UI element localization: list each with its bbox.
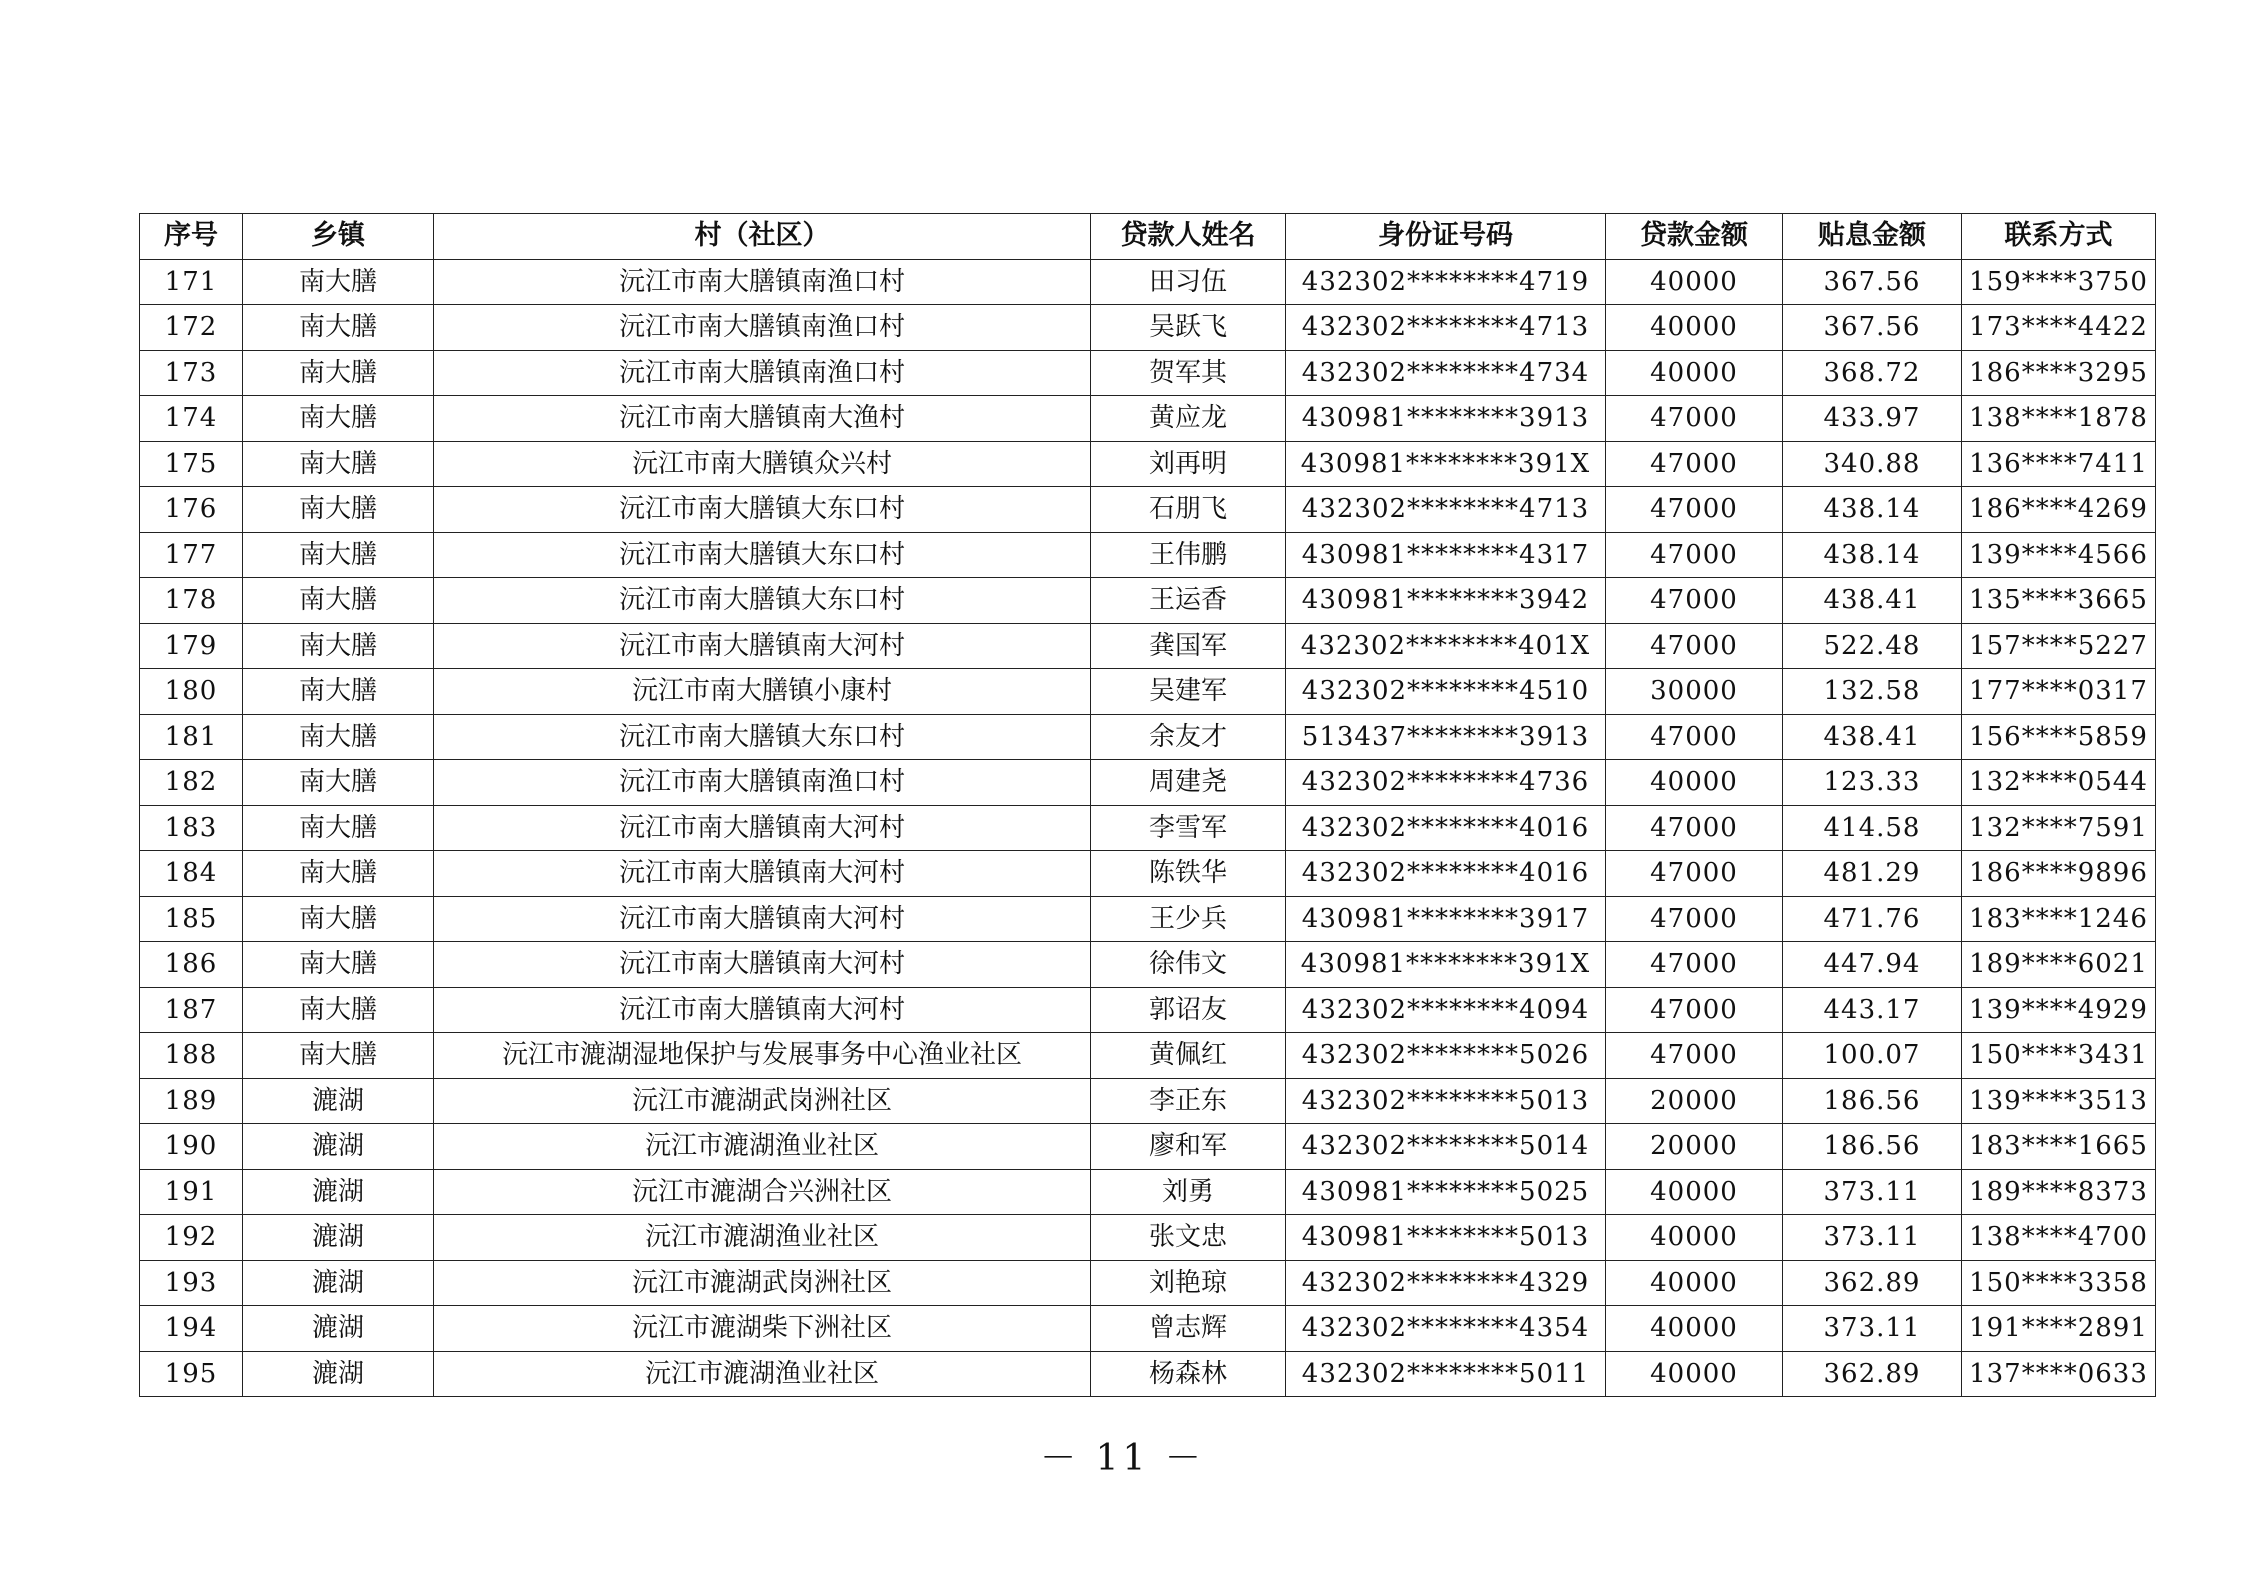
subsidy-amount-cell: 438.14 bbox=[1783, 532, 1962, 578]
subsidy-amount-cell: 414.58 bbox=[1783, 805, 1962, 851]
table-header-row bbox=[140, 214, 2156, 260]
contact-cell: 186****4269 bbox=[1962, 487, 2156, 533]
id-number-cell: 430981********3917 bbox=[1286, 896, 1606, 942]
village-cell: 沅江市漉湖渔业社区 bbox=[434, 1351, 1091, 1397]
township-cell: 南大膳 bbox=[243, 669, 434, 715]
contact-cell: 156****5859 bbox=[1962, 714, 2156, 760]
contact-cell: 139****4929 bbox=[1962, 987, 2156, 1033]
borrower-name-cell: 吴建军 bbox=[1091, 669, 1286, 715]
id-number-cell: 432302********5013 bbox=[1286, 1078, 1606, 1124]
township-cell: 南大膳 bbox=[243, 441, 434, 487]
village-cell: 沅江市漉湖渔业社区 bbox=[434, 1124, 1091, 1170]
township-cell: 南大膳 bbox=[243, 532, 434, 578]
loan-amount-cell: 47000 bbox=[1606, 1033, 1783, 1079]
village-cell: 沅江市南大膳镇大东口村 bbox=[434, 578, 1091, 624]
serial-number-cell: 175 bbox=[140, 441, 243, 487]
id-number-cell: 513437********3913 bbox=[1286, 714, 1606, 760]
contact-cell: 159****3750 bbox=[1962, 259, 2156, 305]
loan-amount-cell: 47000 bbox=[1606, 532, 1783, 578]
contact-cell: 137****0633 bbox=[1962, 1351, 2156, 1397]
subsidy-amount-cell: 373.11 bbox=[1783, 1306, 1962, 1352]
table-row bbox=[140, 805, 2156, 851]
header-id-number: 身份证号码 bbox=[1286, 214, 1606, 260]
subsidy-amount-cell: 471.76 bbox=[1783, 896, 1962, 942]
village-cell: 沅江市南大膳镇南大河村 bbox=[434, 987, 1091, 1033]
table-row bbox=[140, 1033, 2156, 1079]
village-cell: 沅江市南大膳镇南大河村 bbox=[434, 623, 1091, 669]
village-cell: 沅江市南大膳镇南大河村 bbox=[434, 942, 1091, 988]
id-number-cell: 432302********4094 bbox=[1286, 987, 1606, 1033]
subsidy-amount-cell: 373.11 bbox=[1783, 1215, 1962, 1261]
serial-number-cell: 183 bbox=[140, 805, 243, 851]
loan-amount-cell: 30000 bbox=[1606, 669, 1783, 715]
loan-amount-cell: 40000 bbox=[1606, 259, 1783, 305]
subsidy-amount-cell: 367.56 bbox=[1783, 259, 1962, 305]
borrower-name-cell: 王运香 bbox=[1091, 578, 1286, 624]
id-number-cell: 430981********5025 bbox=[1286, 1169, 1606, 1215]
contact-cell: 138****4700 bbox=[1962, 1215, 2156, 1261]
village-cell: 沅江市漉湖合兴洲社区 bbox=[434, 1169, 1091, 1215]
serial-number-cell: 195 bbox=[140, 1351, 243, 1397]
village-cell: 沅江市漉湖渔业社区 bbox=[434, 1215, 1091, 1261]
contact-cell: 183****1246 bbox=[1962, 896, 2156, 942]
borrower-name-cell: 余友才 bbox=[1091, 714, 1286, 760]
township-cell: 南大膳 bbox=[243, 623, 434, 669]
borrower-name-cell: 郭诏友 bbox=[1091, 987, 1286, 1033]
borrower-name-cell: 刘艳琼 bbox=[1091, 1260, 1286, 1306]
contact-cell: 189****6021 bbox=[1962, 942, 2156, 988]
township-cell: 漉湖 bbox=[243, 1169, 434, 1215]
township-cell: 漉湖 bbox=[243, 1306, 434, 1352]
loan-amount-cell: 40000 bbox=[1606, 1169, 1783, 1215]
contact-cell: 183****1665 bbox=[1962, 1124, 2156, 1170]
id-number-cell: 430981********5013 bbox=[1286, 1215, 1606, 1261]
table-row bbox=[140, 1078, 2156, 1124]
loan-amount-cell: 47000 bbox=[1606, 396, 1783, 442]
table-row bbox=[140, 1351, 2156, 1397]
id-number-cell: 430981********4317 bbox=[1286, 532, 1606, 578]
loan-amount-cell: 47000 bbox=[1606, 851, 1783, 897]
village-cell: 沅江市南大膳镇众兴村 bbox=[434, 441, 1091, 487]
serial-number-cell: 172 bbox=[140, 305, 243, 351]
borrower-name-cell: 王少兵 bbox=[1091, 896, 1286, 942]
table-row bbox=[140, 396, 2156, 442]
subsidy-amount-cell: 186.56 bbox=[1783, 1078, 1962, 1124]
table-row bbox=[140, 760, 2156, 806]
township-cell: 漉湖 bbox=[243, 1078, 434, 1124]
subsidy-amount-cell: 100.07 bbox=[1783, 1033, 1962, 1079]
subsidy-amount-cell: 132.58 bbox=[1783, 669, 1962, 715]
header-township: 乡镇 bbox=[243, 214, 434, 260]
subsidy-amount-cell: 368.72 bbox=[1783, 350, 1962, 396]
loan-amount-cell: 20000 bbox=[1606, 1124, 1783, 1170]
subsidy-amount-cell: 438.14 bbox=[1783, 487, 1962, 533]
subsidy-amount-cell: 362.89 bbox=[1783, 1260, 1962, 1306]
serial-number-cell: 173 bbox=[140, 350, 243, 396]
subsidy-amount-cell: 123.33 bbox=[1783, 760, 1962, 806]
serial-number-cell: 182 bbox=[140, 760, 243, 806]
subsidy-amount-cell: 367.56 bbox=[1783, 305, 1962, 351]
serial-number-cell: 176 bbox=[140, 487, 243, 533]
contact-cell: 132****0544 bbox=[1962, 760, 2156, 806]
loan-amount-cell: 47000 bbox=[1606, 578, 1783, 624]
id-number-cell: 432302********4736 bbox=[1286, 760, 1606, 806]
borrower-name-cell: 贺军其 bbox=[1091, 350, 1286, 396]
header-contact: 联系方式 bbox=[1962, 214, 2156, 260]
borrower-name-cell: 王伟鹏 bbox=[1091, 532, 1286, 578]
loan-amount-cell: 40000 bbox=[1606, 1351, 1783, 1397]
table-row bbox=[140, 305, 2156, 351]
id-number-cell: 430981********391X bbox=[1286, 441, 1606, 487]
village-cell: 沅江市南大膳镇南渔口村 bbox=[434, 350, 1091, 396]
loan-amount-cell: 40000 bbox=[1606, 305, 1783, 351]
contact-cell: 177****0317 bbox=[1962, 669, 2156, 715]
village-cell: 沅江市南大膳镇南大河村 bbox=[434, 896, 1091, 942]
borrower-name-cell: 陈铁华 bbox=[1091, 851, 1286, 897]
loan-amount-cell: 47000 bbox=[1606, 487, 1783, 533]
contact-cell: 150****3431 bbox=[1962, 1033, 2156, 1079]
contact-cell: 135****3665 bbox=[1962, 578, 2156, 624]
village-cell: 沅江市南大膳镇南大河村 bbox=[434, 851, 1091, 897]
header-village: 村（社区） bbox=[434, 214, 1091, 260]
id-number-cell: 432302********4354 bbox=[1286, 1306, 1606, 1352]
township-cell: 南大膳 bbox=[243, 714, 434, 760]
borrower-name-cell: 吴跃飞 bbox=[1091, 305, 1286, 351]
subsidy-amount-cell: 438.41 bbox=[1783, 714, 1962, 760]
contact-cell: 150****3358 bbox=[1962, 1260, 2156, 1306]
id-number-cell: 432302********4016 bbox=[1286, 805, 1606, 851]
serial-number-cell: 189 bbox=[140, 1078, 243, 1124]
id-number-cell: 432302********5014 bbox=[1286, 1124, 1606, 1170]
loan-amount-cell: 47000 bbox=[1606, 987, 1783, 1033]
id-number-cell: 430981********391X bbox=[1286, 942, 1606, 988]
table-row bbox=[140, 851, 2156, 897]
township-cell: 南大膳 bbox=[243, 350, 434, 396]
serial-number-cell: 193 bbox=[140, 1260, 243, 1306]
loan-amount-cell: 40000 bbox=[1606, 1260, 1783, 1306]
village-cell: 沅江市漉湖武岗洲社区 bbox=[434, 1078, 1091, 1124]
header-loan-amount: 贷款金额 bbox=[1606, 214, 1783, 260]
serial-number-cell: 174 bbox=[140, 396, 243, 442]
village-cell: 沅江市漉湖柴下洲社区 bbox=[434, 1306, 1091, 1352]
header-serial-number: 序号 bbox=[140, 214, 243, 260]
id-number-cell: 432302********4713 bbox=[1286, 487, 1606, 533]
borrower-name-cell: 周建尧 bbox=[1091, 760, 1286, 806]
village-cell: 沅江市南大膳镇南渔口村 bbox=[434, 305, 1091, 351]
township-cell: 南大膳 bbox=[243, 1033, 434, 1079]
serial-number-cell: 191 bbox=[140, 1169, 243, 1215]
township-cell: 南大膳 bbox=[243, 760, 434, 806]
contact-cell: 157****5227 bbox=[1962, 623, 2156, 669]
borrower-name-cell: 黄佩红 bbox=[1091, 1033, 1286, 1079]
loan-amount-cell: 47000 bbox=[1606, 623, 1783, 669]
table-row bbox=[140, 669, 2156, 715]
township-cell: 南大膳 bbox=[243, 305, 434, 351]
table-row bbox=[140, 623, 2156, 669]
serial-number-cell: 180 bbox=[140, 669, 243, 715]
borrower-name-cell: 张文忠 bbox=[1091, 1215, 1286, 1261]
subsidy-amount-cell: 373.11 bbox=[1783, 1169, 1962, 1215]
subsidy-amount-cell: 481.29 bbox=[1783, 851, 1962, 897]
serial-number-cell: 190 bbox=[140, 1124, 243, 1170]
table-row bbox=[140, 441, 2156, 487]
subsidy-amount-cell: 447.94 bbox=[1783, 942, 1962, 988]
township-cell: 南大膳 bbox=[243, 487, 434, 533]
township-cell: 漉湖 bbox=[243, 1215, 434, 1261]
id-number-cell: 432302********4713 bbox=[1286, 305, 1606, 351]
township-cell: 漉湖 bbox=[243, 1260, 434, 1306]
contact-cell: 173****4422 bbox=[1962, 305, 2156, 351]
township-cell: 南大膳 bbox=[243, 805, 434, 851]
township-cell: 南大膳 bbox=[243, 396, 434, 442]
village-cell: 沅江市漉湖武岗洲社区 bbox=[434, 1260, 1091, 1306]
borrower-name-cell: 廖和军 bbox=[1091, 1124, 1286, 1170]
id-number-cell: 432302********4734 bbox=[1286, 350, 1606, 396]
village-cell: 沅江市南大膳镇大东口村 bbox=[434, 487, 1091, 533]
id-number-cell: 432302********4329 bbox=[1286, 1260, 1606, 1306]
village-cell: 沅江市南大膳镇南大河村 bbox=[434, 805, 1091, 851]
table-row bbox=[140, 714, 2156, 760]
subsidy-amount-cell: 186.56 bbox=[1783, 1124, 1962, 1170]
loan-amount-cell: 47000 bbox=[1606, 805, 1783, 851]
subsidy-amount-cell: 362.89 bbox=[1783, 1351, 1962, 1397]
header-borrower-name: 贷款人姓名 bbox=[1091, 214, 1286, 260]
loan-subsidy-table bbox=[139, 213, 2156, 1397]
loan-amount-cell: 47000 bbox=[1606, 441, 1783, 487]
serial-number-cell: 194 bbox=[140, 1306, 243, 1352]
serial-number-cell: 179 bbox=[140, 623, 243, 669]
contact-cell: 189****8373 bbox=[1962, 1169, 2156, 1215]
borrower-name-cell: 曾志辉 bbox=[1091, 1306, 1286, 1352]
table-row bbox=[140, 942, 2156, 988]
table-row bbox=[140, 259, 2156, 305]
serial-number-cell: 184 bbox=[140, 851, 243, 897]
id-number-cell: 432302********4719 bbox=[1286, 259, 1606, 305]
subsidy-amount-cell: 522.48 bbox=[1783, 623, 1962, 669]
contact-cell: 132****7591 bbox=[1962, 805, 2156, 851]
loan-amount-cell: 40000 bbox=[1606, 760, 1783, 806]
borrower-name-cell: 杨森林 bbox=[1091, 1351, 1286, 1397]
table-row bbox=[140, 1169, 2156, 1215]
contact-cell: 139****3513 bbox=[1962, 1078, 2156, 1124]
township-cell: 南大膳 bbox=[243, 896, 434, 942]
header-subsidy-amount: 贴息金额 bbox=[1783, 214, 1962, 260]
loan-amount-cell: 47000 bbox=[1606, 942, 1783, 988]
subsidy-amount-cell: 438.41 bbox=[1783, 578, 1962, 624]
serial-number-cell: 178 bbox=[140, 578, 243, 624]
township-cell: 南大膳 bbox=[243, 851, 434, 897]
township-cell: 南大膳 bbox=[243, 578, 434, 624]
subsidy-amount-cell: 340.88 bbox=[1783, 441, 1962, 487]
borrower-name-cell: 龚国军 bbox=[1091, 623, 1286, 669]
id-number-cell: 432302********401X bbox=[1286, 623, 1606, 669]
contact-cell: 136****7411 bbox=[1962, 441, 2156, 487]
table-row bbox=[140, 1124, 2156, 1170]
village-cell: 沅江市南大膳镇南渔口村 bbox=[434, 760, 1091, 806]
serial-number-cell: 192 bbox=[140, 1215, 243, 1261]
village-cell: 沅江市南大膳镇南渔口村 bbox=[434, 259, 1091, 305]
contact-cell: 138****1878 bbox=[1962, 396, 2156, 442]
borrower-name-cell: 李正东 bbox=[1091, 1078, 1286, 1124]
serial-number-cell: 171 bbox=[140, 259, 243, 305]
id-number-cell: 430981********3942 bbox=[1286, 578, 1606, 624]
village-cell: 沅江市南大膳镇大东口村 bbox=[434, 532, 1091, 578]
table-row bbox=[140, 896, 2156, 942]
id-number-cell: 432302********5011 bbox=[1286, 1351, 1606, 1397]
loan-amount-cell: 40000 bbox=[1606, 1215, 1783, 1261]
serial-number-cell: 181 bbox=[140, 714, 243, 760]
subsidy-amount-cell: 433.97 bbox=[1783, 396, 1962, 442]
serial-number-cell: 187 bbox=[140, 987, 243, 1033]
village-cell: 沅江市南大膳镇大东口村 bbox=[434, 714, 1091, 760]
township-cell: 南大膳 bbox=[243, 987, 434, 1033]
table-row bbox=[140, 487, 2156, 533]
loan-amount-cell: 47000 bbox=[1606, 714, 1783, 760]
borrower-name-cell: 黄应龙 bbox=[1091, 396, 1286, 442]
borrower-name-cell: 石朋飞 bbox=[1091, 487, 1286, 533]
village-cell: 沅江市南大膳镇小康村 bbox=[434, 669, 1091, 715]
contact-cell: 186****9896 bbox=[1962, 851, 2156, 897]
table-row bbox=[140, 1215, 2156, 1261]
table-row bbox=[140, 1260, 2156, 1306]
borrower-name-cell: 田习伍 bbox=[1091, 259, 1286, 305]
township-cell: 南大膳 bbox=[243, 259, 434, 305]
table-row bbox=[140, 532, 2156, 578]
serial-number-cell: 185 bbox=[140, 896, 243, 942]
subsidy-amount-cell: 443.17 bbox=[1783, 987, 1962, 1033]
loan-amount-cell: 20000 bbox=[1606, 1078, 1783, 1124]
table-row bbox=[140, 350, 2156, 396]
loan-amount-cell: 47000 bbox=[1606, 896, 1783, 942]
contact-cell: 191****2891 bbox=[1962, 1306, 2156, 1352]
id-number-cell: 432302********4016 bbox=[1286, 851, 1606, 897]
borrower-name-cell: 刘勇 bbox=[1091, 1169, 1286, 1215]
table-row bbox=[140, 987, 2156, 1033]
loan-amount-cell: 40000 bbox=[1606, 1306, 1783, 1352]
table-row bbox=[140, 1306, 2156, 1352]
serial-number-cell: 177 bbox=[140, 532, 243, 578]
serial-number-cell: 188 bbox=[140, 1033, 243, 1079]
contact-cell: 139****4566 bbox=[1962, 532, 2156, 578]
borrower-name-cell: 徐伟文 bbox=[1091, 942, 1286, 988]
borrower-name-cell: 李雪军 bbox=[1091, 805, 1286, 851]
id-number-cell: 432302********4510 bbox=[1286, 669, 1606, 715]
township-cell: 漉湖 bbox=[243, 1351, 434, 1397]
village-cell: 沅江市漉湖湿地保护与发展事务中心渔业社区 bbox=[434, 1033, 1091, 1079]
loan-amount-cell: 40000 bbox=[1606, 350, 1783, 396]
serial-number-cell: 186 bbox=[140, 942, 243, 988]
borrower-name-cell: 刘再明 bbox=[1091, 441, 1286, 487]
table-row bbox=[140, 578, 2156, 624]
township-cell: 漉湖 bbox=[243, 1124, 434, 1170]
table-body bbox=[140, 259, 2156, 1397]
township-cell: 南大膳 bbox=[243, 942, 434, 988]
village-cell: 沅江市南大膳镇南大渔村 bbox=[434, 396, 1091, 442]
id-number-cell: 430981********3913 bbox=[1286, 396, 1606, 442]
contact-cell: 186****3295 bbox=[1962, 350, 2156, 396]
page-number: － 11 － bbox=[1040, 1438, 1205, 1479]
id-number-cell: 432302********5026 bbox=[1286, 1033, 1606, 1079]
